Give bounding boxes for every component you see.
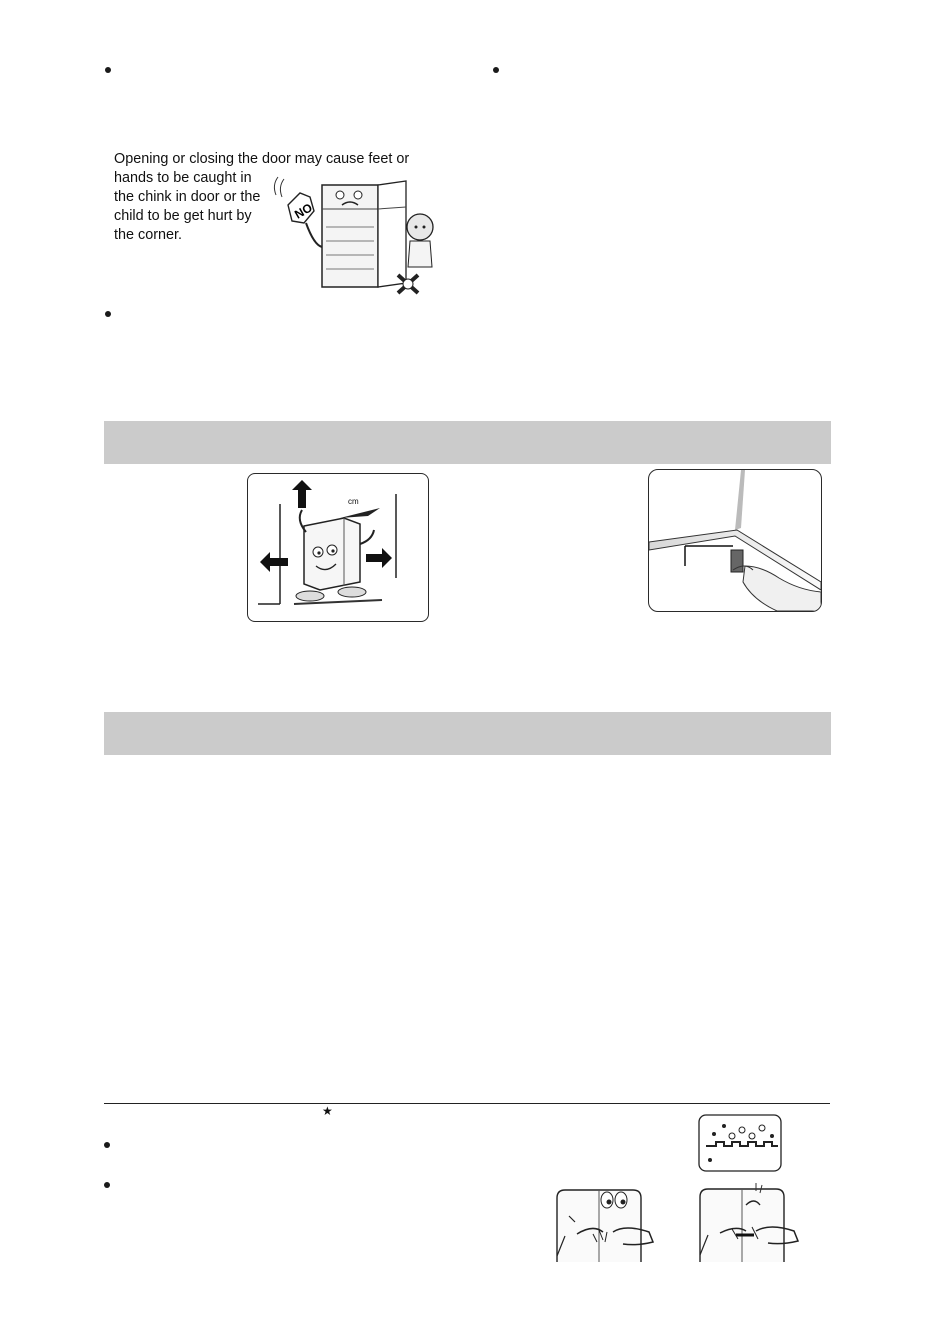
bullet-dot	[493, 67, 499, 73]
bullet-dot	[104, 1142, 110, 1148]
bullet-dot	[105, 311, 111, 317]
caption-line: the corner.	[114, 227, 182, 243]
leveling-foot-drawing	[649, 470, 821, 611]
arrow-icon	[366, 548, 392, 568]
door-hazard-drawing	[270, 175, 445, 305]
section-header-bar	[104, 712, 831, 755]
fridge-character-right-drawing	[696, 1183, 806, 1262]
caption-line: Opening or closing the door may cause feet or	[114, 151, 410, 167]
arrow-icon	[260, 552, 288, 572]
bullet-dot	[104, 1182, 110, 1188]
bullet-dot	[105, 67, 111, 73]
caption-line: hands to be caught in	[114, 170, 252, 186]
clearance-drawing	[248, 474, 428, 621]
clearance-illustration	[247, 473, 429, 622]
star-icon: ★	[322, 1104, 333, 1118]
leveling-foot-illustration	[648, 469, 822, 612]
clearance-unit: cm	[348, 497, 359, 506]
section-header-bar	[104, 421, 831, 464]
no-sign-text: NO	[292, 200, 315, 222]
door-hazard-illustration	[270, 175, 445, 305]
fridge-character-left-drawing	[553, 1186, 661, 1262]
arrow-icon	[292, 480, 312, 508]
defrost-indicator-illustration	[698, 1114, 782, 1172]
footnote-divider	[104, 1103, 830, 1104]
defrost-indicator-drawing	[698, 1114, 782, 1172]
fridge-character-left	[553, 1186, 661, 1262]
caption-line: the chink in door or the	[114, 189, 261, 205]
fridge-character-right	[696, 1183, 806, 1262]
caption-line: child to be get hurt by	[114, 208, 252, 224]
